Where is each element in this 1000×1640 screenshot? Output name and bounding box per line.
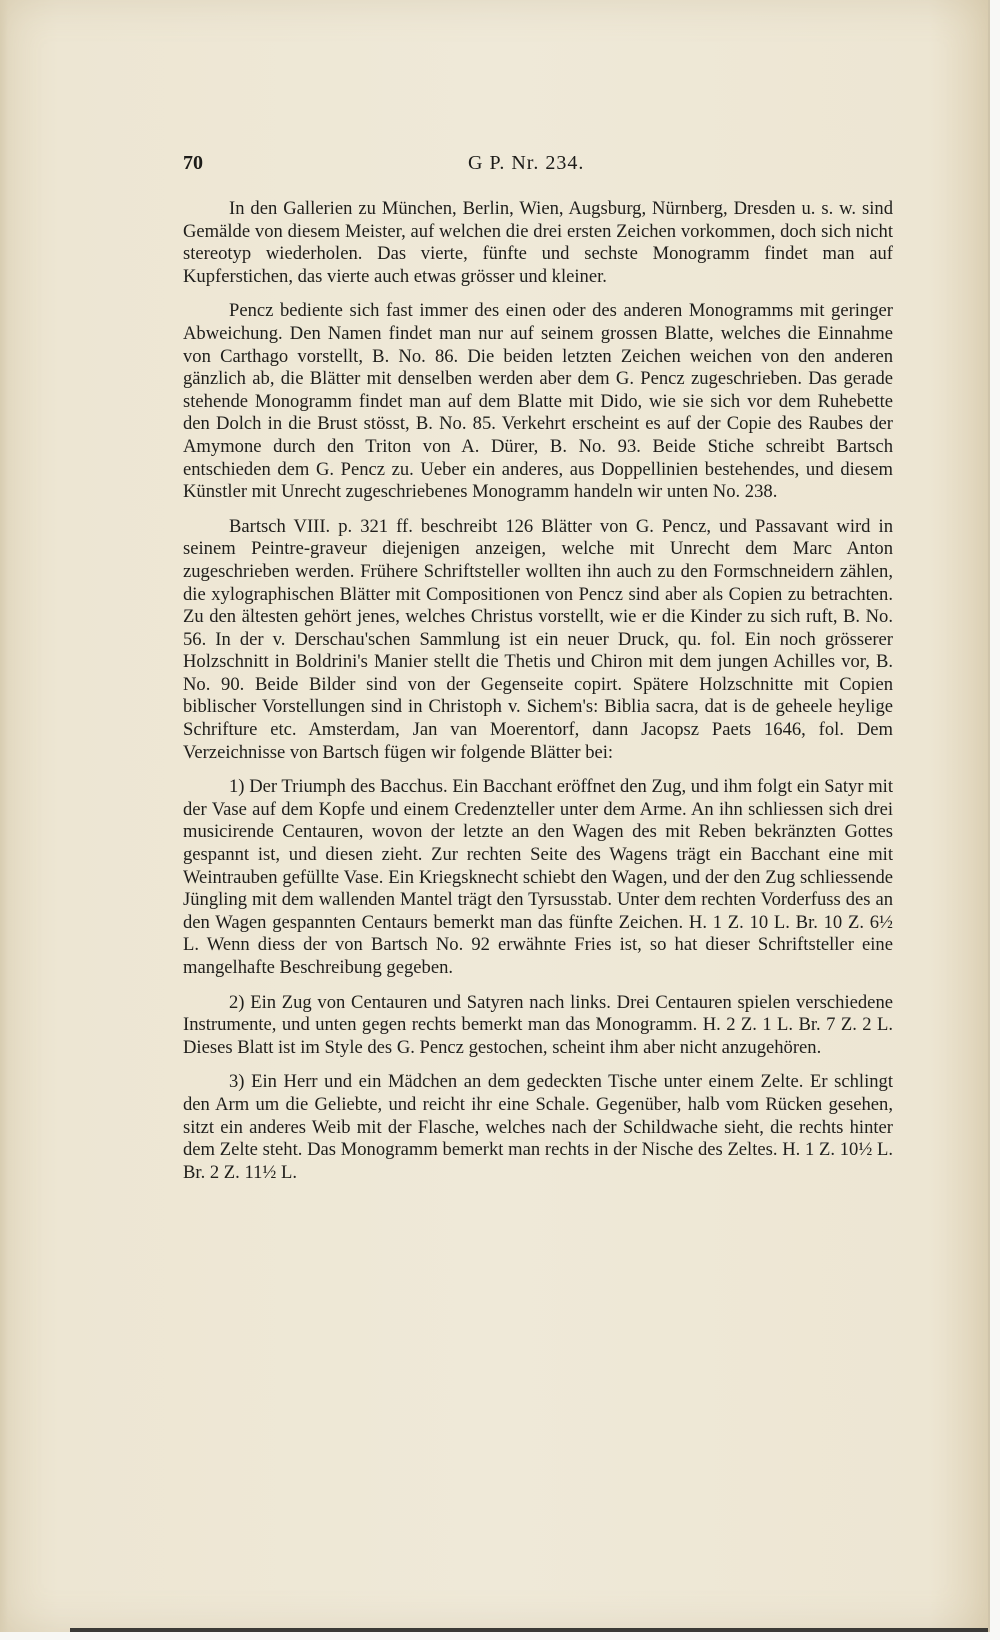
page-gutter-shadow [0, 0, 8, 1632]
paragraph: 2) Ein Zug von Centauren und Satyren nach links. Drei Centauren spielen verschiedene Instrumente, und unten gegen rechts bemerkt man das Monogramm. H. 2 Z. 1 L. Br. 7 Z. 2 L. Dieses Blatt ist im Style des G. Pencz gestochen, scheint ihm aber nicht anzugehören. [183, 991, 893, 1058]
paragraph: Bartsch VIII. p. 321 ff. beschreibt 126 Blätter von G. Pencz, und Passavant wird in seinem Peintre-graveur diejenigen anzeigen, welche mit Unrecht dem Marc Anton zugeschrieben werden. Frühere Schriftsteller wollten ihn auch zu den Formschneidern zählen, die xylographischen Blätter mit Compositionen von Pencz sind aber als Copien zu betrachten. Zu den ältesten gehört jenes, welches Christus vorstellt, wie er die Kinder zu sich ruft, B. No. 56. In der v. Derschau'schen Sammlung ist ein neuer Druck, qu. fol. Ein noch grösserer Holzschnitt in Boldrini's Manier stellt die Thetis und Chiron mit dem jungen Achilles vor, B. No. 90. Beide Bilder sind von der Gegenseite copirt. Spätere Holzschnitte mit Copien biblischer Vorstellungen sind in Christoph v. Sichem's: Biblia sacra, dat is de geheele heylige Schrifture etc. Amsterdam, Jan van Moerentorf, dann Jacopsz Paets 1646, fol. Dem Verzeichnisse von Bartsch fügen wir folgende Blätter bei: [183, 515, 893, 763]
paragraph: 3) Ein Herr und ein Mädchen an dem gedeckten Tische unter einem Zelte. Er schlingt den Arm um die Geliebte, und reicht ihr eine Schale. Gegenüber, halb vom Rücken gesehen, sitzt ein anderes Weib mit der Flasche, welches nach der Schildwache sieht, die rechts hinter dem Zelte steht. Das Monogramm bemerkt man rechts in der Nische des Zeltes. H. 1 Z. 10½ L. Br. 2 Z. 11½ L. [183, 1071, 893, 1183]
page-header [183, 152, 883, 182]
paragraph: 1) Der Triumph des Bacchus. Ein Bacchant eröffnet den Zug, und ihm folgt ein Satyr mit der Vase auf dem Kopfe und einem Credenzteller unter dem Arme. An ihn schliessen sich drei musicirende Centauren, wovon der letzte an den Wagen des mit Reben bekränzten Gottes gespannt ist, und diesen zieht. Zur rechten Seite des Wagens trägt ein Bacchant eine mit Weintrauben gefüllte Vase. Ein Kriegsknecht schiebt den Wagen, und der den Zug schliessende Jüngling mit dem wallenden Mantel trägt den Tyrsusstab. Unter dem rechten Vorderfuss des an den Wagen gespannten Centaurs bemerkt man das fünfte Zeichen. H. 1 Z. 10 L. Br. 10 Z. 6½ L. Wenn diess der von Bartsch No. 92 erwähnte Fries ist, so hat dieser Schriftsteller eine mangelhafte Beschreibung gegeben. [183, 776, 893, 978]
running-head: G P. Nr. 234. [468, 152, 585, 174]
page-number: 70 [183, 152, 203, 174]
bottom-edge-rule [70, 1628, 988, 1632]
paragraph: In den Gallerien zu München, Berlin, Wien, Augsburg, Nürnberg, Dresden u. s. w. sind Gemälde von diesem Meister, auf welchen die drei ersten Zeichen vorkommen, doch sich nicht stereotyp wiederholen. Das vierte, fünfte und sechste Monogramm findet man auf Kupferstichen, das vierte auch etwas grösser und kleiner. [183, 198, 893, 287]
paragraph: Pencz bediente sich fast immer des einen oder des anderen Monogramms mit geringer Abweichung. Den Namen findet man nur auf seinem grossen Blatte, welches die Einnahme von Carthago vorstellt, B. No. 86. Die beiden letzten Zeichen weichen von den anderen gänzlich ab, die Blätter mit denselben werden aber dem G. Pencz zugeschrieben. Das gerade stehende Monogramm findet man auf dem Blatte mit Dido, wie sie sich vor dem Ruhebette den Dolch in die Brust stösst, B. No. 85. Verkehrt erscheint es auf der Copie des Raubes der Amymone durch den Triton von A. Dürer, B. No. 93. Beide Stiche schreibt Bartsch entschieden dem G. Pencz zu. Ueber ein anderes, aus Doppellinien bestehendes, und diesem Künstler mit Unrecht zugeschriebenes Monogramm handeln wir unten No. 238. [183, 300, 893, 503]
body-text [183, 198, 893, 1196]
